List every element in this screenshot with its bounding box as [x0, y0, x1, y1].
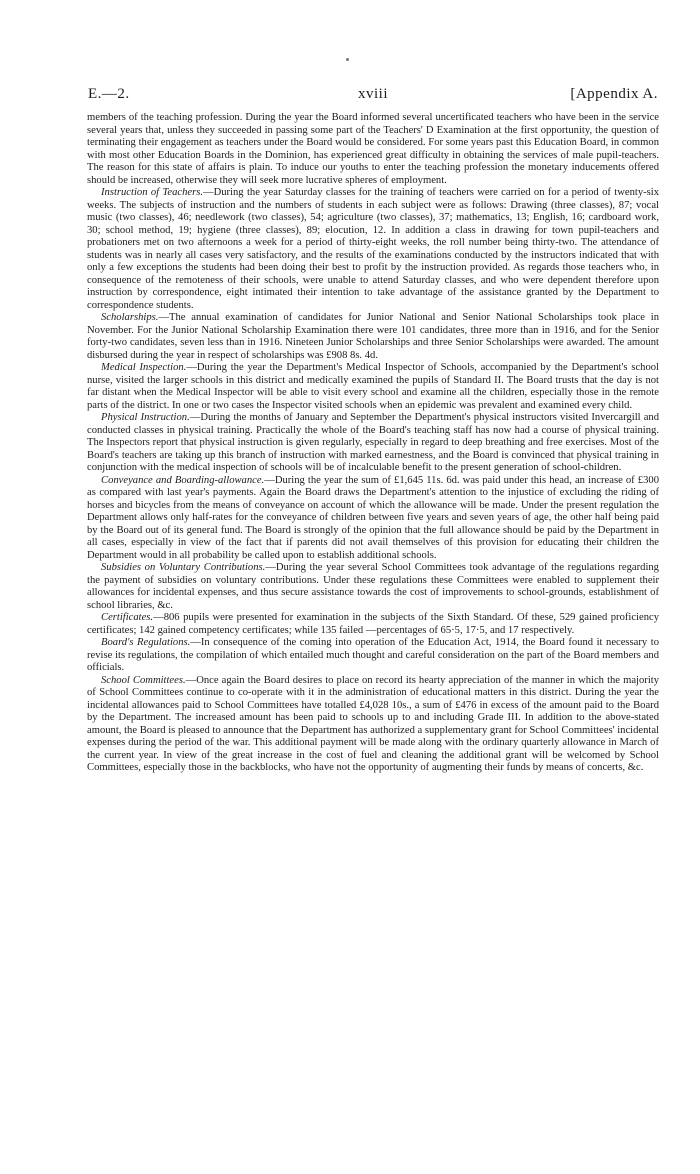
print-mark	[346, 58, 349, 61]
paragraph-text: —During the months of January and September the Department's physical instructors visited Invercargill and conducted classes in physical training. Practically the whole of the Board's teaching staff has now had a course of physical training. The Inspectors report that physical instruction is given regularly, especially in regard to deep breathing and free exercises. Most of the Board's teachers are taking up this branch of instruction with marked earnestness, and the Board is convinced that physical training in conjunction with the medical inspection of schools will be of incalculable benefit to the present generation of school-children.	[87, 412, 659, 473]
paragraph-certificates	[87, 612, 659, 637]
paragraph-instruction-of-teachers	[87, 187, 659, 312]
paragraph-physical-instruction	[87, 412, 659, 475]
report-reference: E.—2.	[88, 86, 130, 102]
paragraph-text: —During the year the Department's Medical Inspector of Schools, accompanied by the Department's school nurse, visited the larger schools in this district and medically examined the pupils of Standard II. The Board trusts that the day is not far distant when the Medical Inspector will be able to visit every school and examine all the children, especially those in the remote parts of the district. In one or two cases the Inspector visited schools when an epidemic was prevalent and examined every child.	[87, 362, 659, 411]
appendix-label: [Appendix A.	[570, 86, 658, 102]
section-heading: Physical Instruction.	[101, 412, 190, 423]
paragraph-text: —806 pupils were presented for examination in the subjects of the Sixth Standard. Of these, 529 gained proficiency certificates; 142 gained competency certificates; while 135 failed —percentages of 65·5, 17·5, and 17 respectively.	[87, 612, 659, 636]
paragraph-conveyance	[87, 475, 659, 563]
paragraph-school-committees	[87, 675, 659, 775]
paragraph-medical-inspection	[87, 362, 659, 412]
body-text	[87, 112, 659, 775]
paragraph-text: members of the teaching profession. During the year the Board informed several uncertificated teachers who have been in the service several years that, unless they succeeded in passing some part of the Teachers' D Examination at the first opportunity, the question of terminating their engagement as teachers under the Board would be considered. For some years past this Education Board, in common with most other Education Boards in the Dominion, has experienced great difficulty in obtaining the services of male pupil-teachers. The reason for this state of affairs is plain. To induce our youths to enter the teaching profession the monetary inducements offered should be increased, otherwise they will seek more lucrative spheres of employment.	[87, 112, 659, 186]
paragraph-text: —During the year several School Committees took advantage of the regulations regarding the payment of subsidies on voluntary contributions. Under these regulations these Committees were enabled to supplement their allowances for incidental expenses, and thus secure assistance towards the cost of improvements to school-grounds, establishment of school libraries, &c.	[87, 562, 659, 611]
paragraph-scholarships	[87, 312, 659, 362]
section-heading: Subsidies on Voluntary Contributions.	[101, 562, 266, 573]
paragraph-text: —In consequence of the coming into operation of the Education Act, 1914, the Board found it necessary to revise its regulations, the compilation of which entailed much thought and careful consideration on the part of the Board members and officials.	[87, 637, 659, 673]
paragraph-teaching-profession	[87, 112, 659, 187]
paragraph-board-regulations	[87, 637, 659, 675]
section-heading: Medical Inspection.	[101, 362, 187, 373]
page-header	[88, 86, 658, 106]
section-heading: Conveyance and Boarding-allowance.	[101, 474, 265, 486]
page-number: xviii	[357, 86, 388, 102]
section-heading: Instruction of Teachers.	[101, 187, 203, 198]
section-heading: Board's Regulations.	[101, 637, 191, 648]
section-heading: Certificates.	[101, 612, 154, 623]
paragraph-text: —The annual examination of candidates for Junior National and Senior National Scholarships took place in November. For the Junior National Scholarship Examination there were 101 candidates, three more than in 1916, and for the Senior forty-two candidates, seven less than in 1916. Nineteen Junior Scholarships and three Senior Scholarships were awarded. The amount disbursed during the year in respect of scholarships was £908 8s. 4d.	[87, 312, 659, 361]
section-heading: School Committees.	[101, 674, 186, 686]
paragraph-subsidies	[87, 562, 659, 612]
paragraph-text: —During the year the sum of £1,645 11s. 6d. was paid under this head, an increase of £300 as compared with last year's payments. Again the Board draws the Department's attention to the injustice of excluding the riding of horses and bicycles from the means of conveyance on account of which the allowance will be made. Under the present regulation the Department allows only half-rates for the conveyance of children between five years and seven years of age, the other half being paid by the Board out of its general fund. The Board is strongly of the opinion that the full allowance should be paid by the Department in all cases, especially in view of the fact that if parents did not avail themselves of this provision for educating their children the Department would in all probability be called upon to establish additional schools.	[87, 474, 659, 561]
section-heading: Scholarships.	[101, 312, 159, 323]
paragraph-text: —Once again the Board desires to place on record its hearty appreciation of the manner in which the majority of School Committees continue to co-operate with it in the administration of educational matters in this district. During the year the incidental allowances paid to School Committees have totalled £4,028 10s., a sum of £476 in excess of the amount paid to the Board by the Department. The increased amount has been paid to schools up to and including Grade III. In addition to the above-stated amount, the Board is pleased to announce that the Department has authorized a supplementary grant for School Committees' incidental expenses during the period of the war. This additional payment will be made along with the ordinary quarterly allowance in March of the current year. In view of the great increase in the cost of fuel and cleaning the additional grant will be welcomed by School Committees, especially those in the backblocks, who have not the opportunity of augmenting their funds by means of concerts, &c.	[87, 674, 660, 773]
paragraph-text: —During the year Saturday classes for the training of teachers were carried on for a period of twenty-six weeks. The subjects of instruction and the numbers of students in each subject were as follows: Drawing (three classes), 87; vocal music (two classes), 46; needlework (two classes), 54; agriculture (two classes), 37; mathematics, 13; English, 16; cardboard work, 30; school method, 19; hygiene (three classes), 89; elocution, 12. In addition a class in drawing for town pupil-teachers and probationers met on two afternoons a week for a period of thirty-eight weeks, the roll number being thirty-two. The attendance of students was in nearly all cases very satisfactory, and the results of the examinations conducted by the instructors indicated that with only a few exceptions the students had been doing their best to profit by the instruction provided. As regards those teachers who, in consequence of the remoteness of their schools, were unable to attend Saturday classes, and who were dependent therefore upon instruction by correspondence, eight intimated their intention to take advantage of the assistance granted by the Department to correspondence students.	[87, 187, 660, 311]
